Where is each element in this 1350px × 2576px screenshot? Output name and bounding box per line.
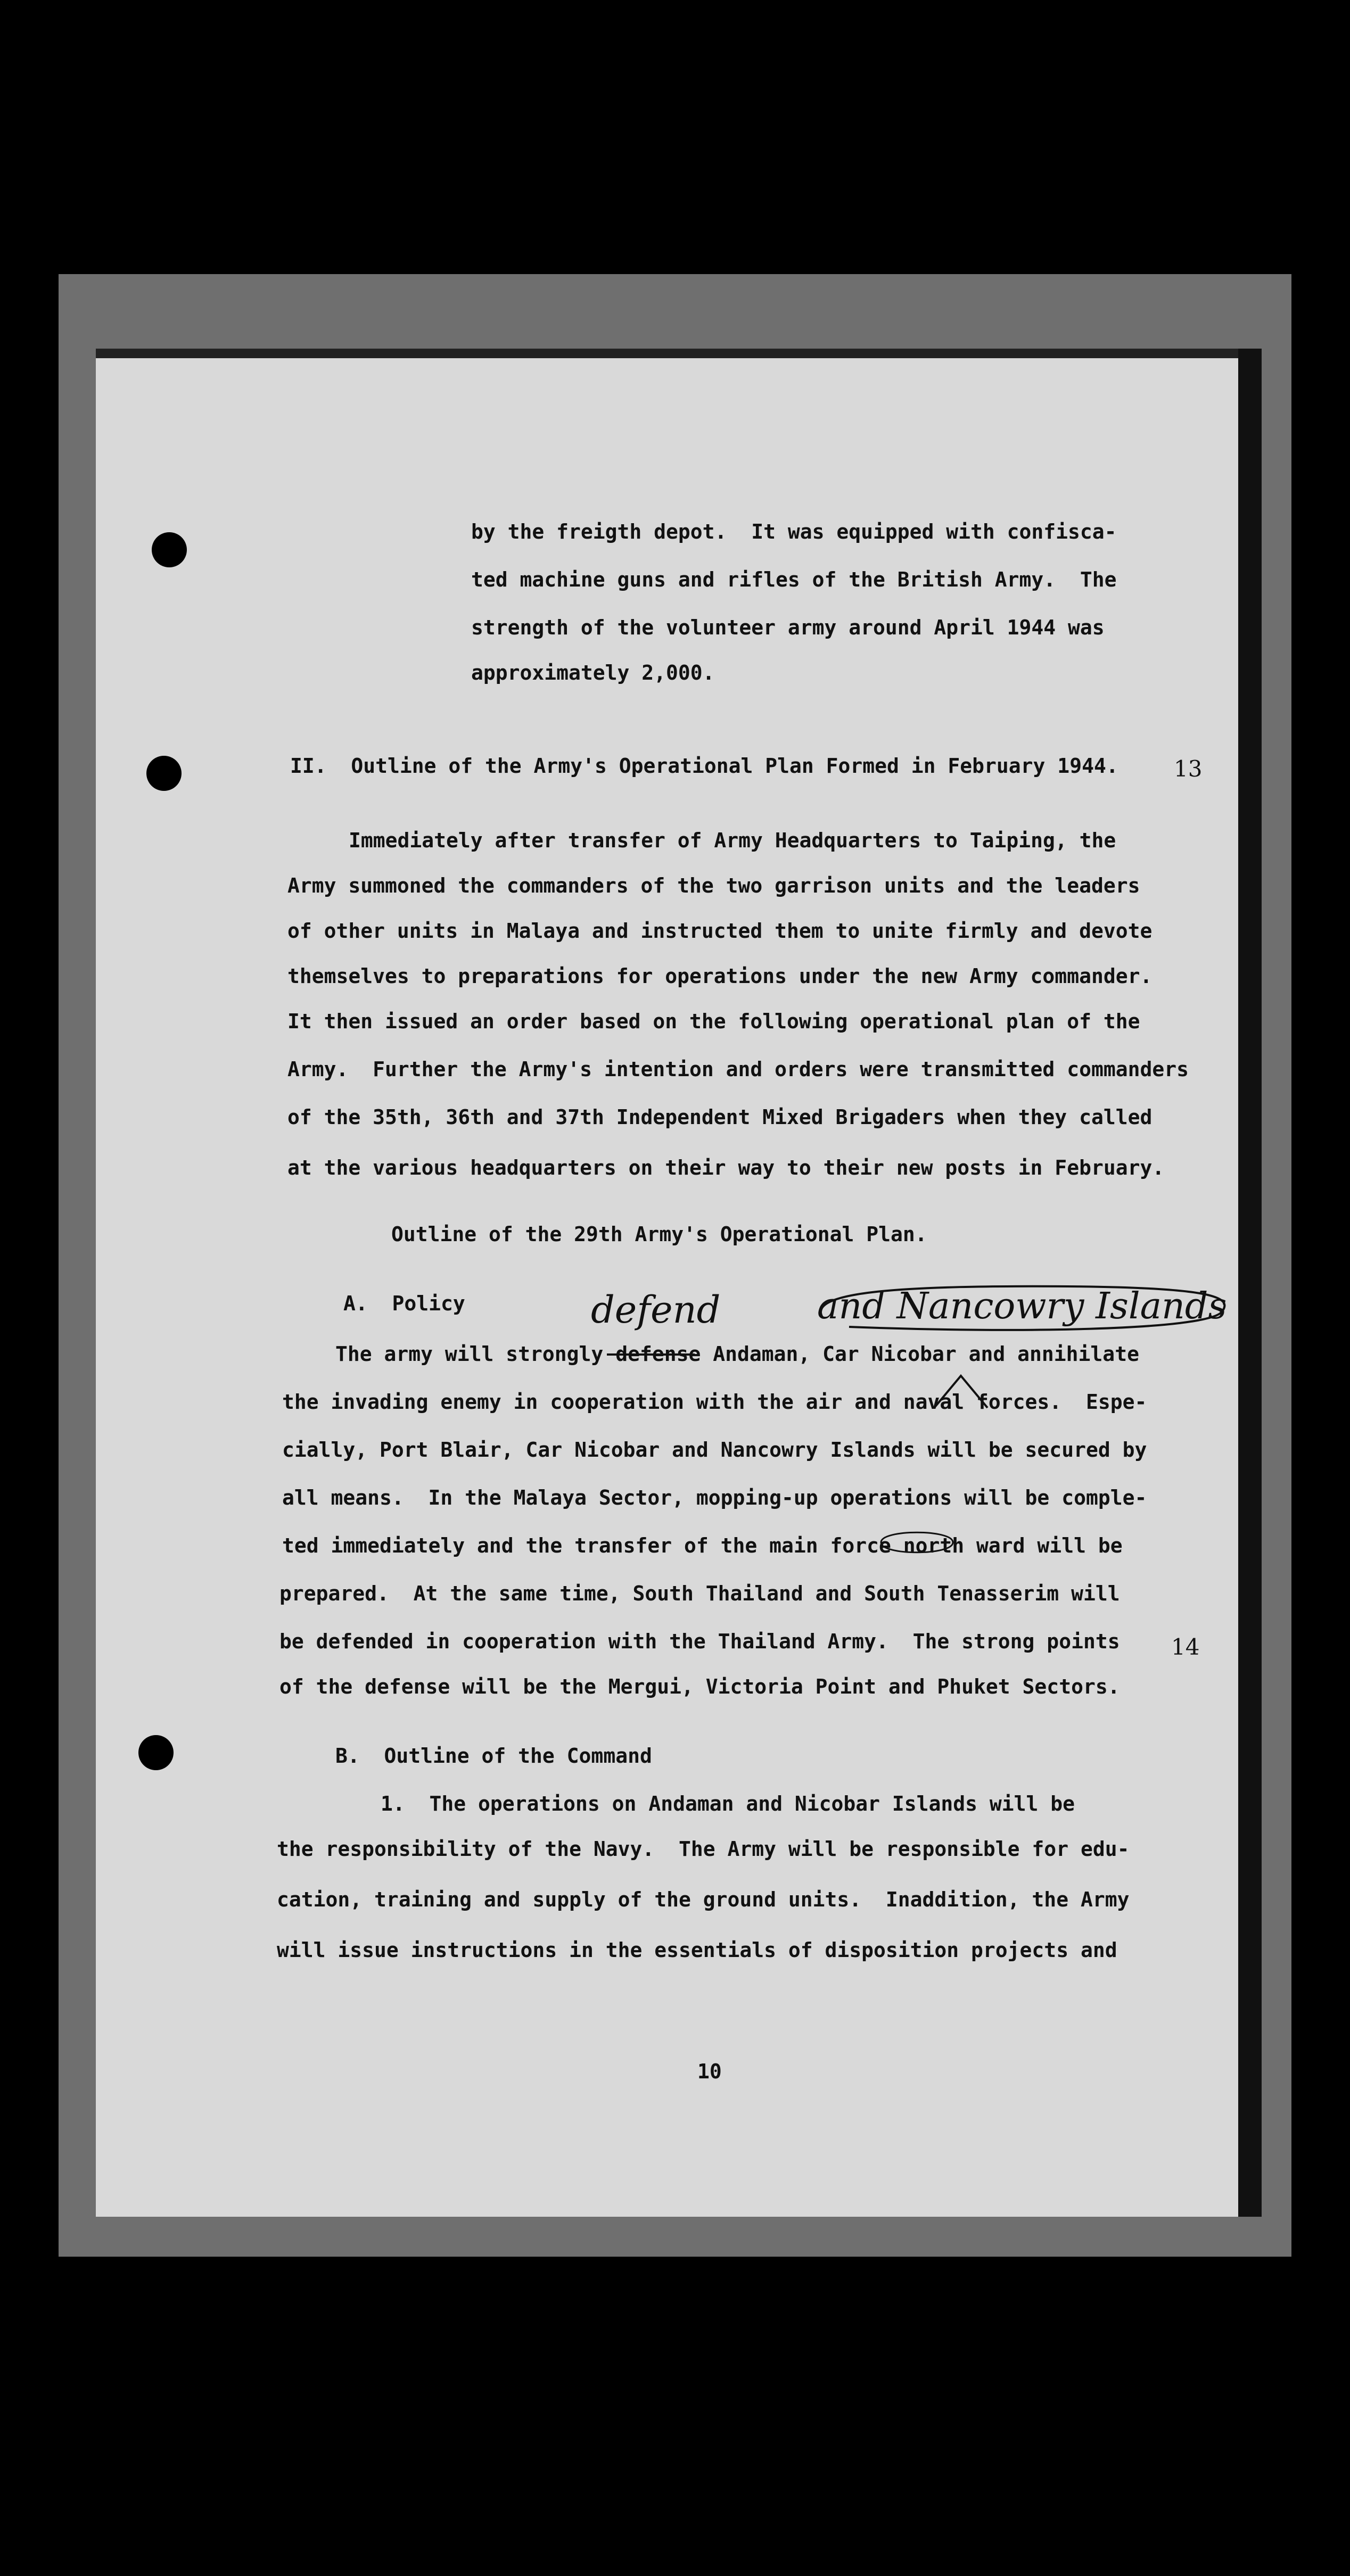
- punch-hole-middle: [146, 756, 182, 791]
- text-line: the responsibility of the Navy. The Army will be responsible for edu-: [277, 1837, 1130, 1861]
- handwritten-defend: defend: [591, 1288, 721, 1332]
- text-line: of the 35th, 36th and 37th Independent Mixed Brigaders when they called: [287, 1105, 1153, 1129]
- margin-number: 13: [1174, 756, 1203, 782]
- text-line: It then issued an order based on the following operational plan of the: [287, 1010, 1140, 1033]
- text-line: all means. In the Malaya Sector, mopping-up operations will be comple-: [282, 1486, 1147, 1509]
- text-line: Army. Further the Army's intention and orders were transmitted commanders: [287, 1058, 1189, 1081]
- text-line: ted immediately and the transfer of the main force north ward will be: [282, 1534, 1123, 1557]
- page-top-edge: [96, 349, 1262, 358]
- text-line: Army summoned the commanders of the two garrison units and the leaders: [287, 874, 1140, 897]
- text-line: at the various headquarters on their way to their new posts in February.: [287, 1156, 1165, 1179]
- text-line: The army will strongly defense Andaman, Car Nicobar and annihilate: [335, 1342, 1139, 1366]
- item-a-label: A. Policy: [343, 1292, 465, 1315]
- text-line: strength of the volunteer army around April 1944 was: [471, 616, 1105, 639]
- text-line: prepared. At the same time, South Thailand and South Tenasserim will: [279, 1582, 1120, 1605]
- text-line: cation, training and supply of the ground units. Inaddition, the Army: [277, 1888, 1130, 1911]
- text-line: cially, Port Blair, Car Nicobar and Nancowry Islands will be secured by: [282, 1438, 1147, 1462]
- text-line: be defended in cooperation with the Thailand Army. The strong points: [279, 1630, 1120, 1653]
- strikeout-mark: [607, 1349, 697, 1360]
- correction-mark: [878, 1526, 958, 1558]
- text-line: of the defense will be the Mergui, Victoria Point and Phuket Sectors.: [279, 1675, 1120, 1698]
- item-b-label: B. Outline of the Command: [335, 1744, 652, 1768]
- punch-hole-bottom: [138, 1735, 174, 1770]
- page-number: 10: [697, 2060, 722, 2083]
- text-line: 1. The operations on Andaman and Nicobar Islands will be: [381, 1792, 1075, 1815]
- text-line: Immediately after transfer of Army Headquarters to Taiping, the: [349, 829, 1116, 852]
- text-line: will issue instructions in the essentials of disposition projects and: [277, 1938, 1117, 1962]
- page-right-edge: [1238, 349, 1262, 2217]
- text-line: approximately 2,000.: [471, 661, 715, 684]
- text-line: the invading enemy in cooperation with the air and naval forces. Espe-: [282, 1390, 1147, 1414]
- punch-hole-top: [152, 532, 187, 567]
- text-line: ted machine guns and rifles of the British Army. The: [471, 568, 1117, 591]
- subheading: Outline of the 29th Army's Operational Plan.: [391, 1223, 927, 1246]
- text-line: themselves to preparations for operations under the new Army commander.: [287, 964, 1153, 988]
- section-heading: II. Outline of the Army's Operational Plan Formed in February 1944.: [290, 754, 1118, 778]
- handwritten-insert: and Nancowry Islands: [817, 1285, 1227, 1327]
- margin-number: 14: [1171, 1634, 1200, 1660]
- text-line: by the freigth depot. It was equipped with confisca-: [471, 520, 1117, 543]
- text-line: of other units in Malaya and instructed them to unite firmly and devote: [287, 919, 1153, 943]
- handwritten-insert-loop: [801, 1280, 1238, 1344]
